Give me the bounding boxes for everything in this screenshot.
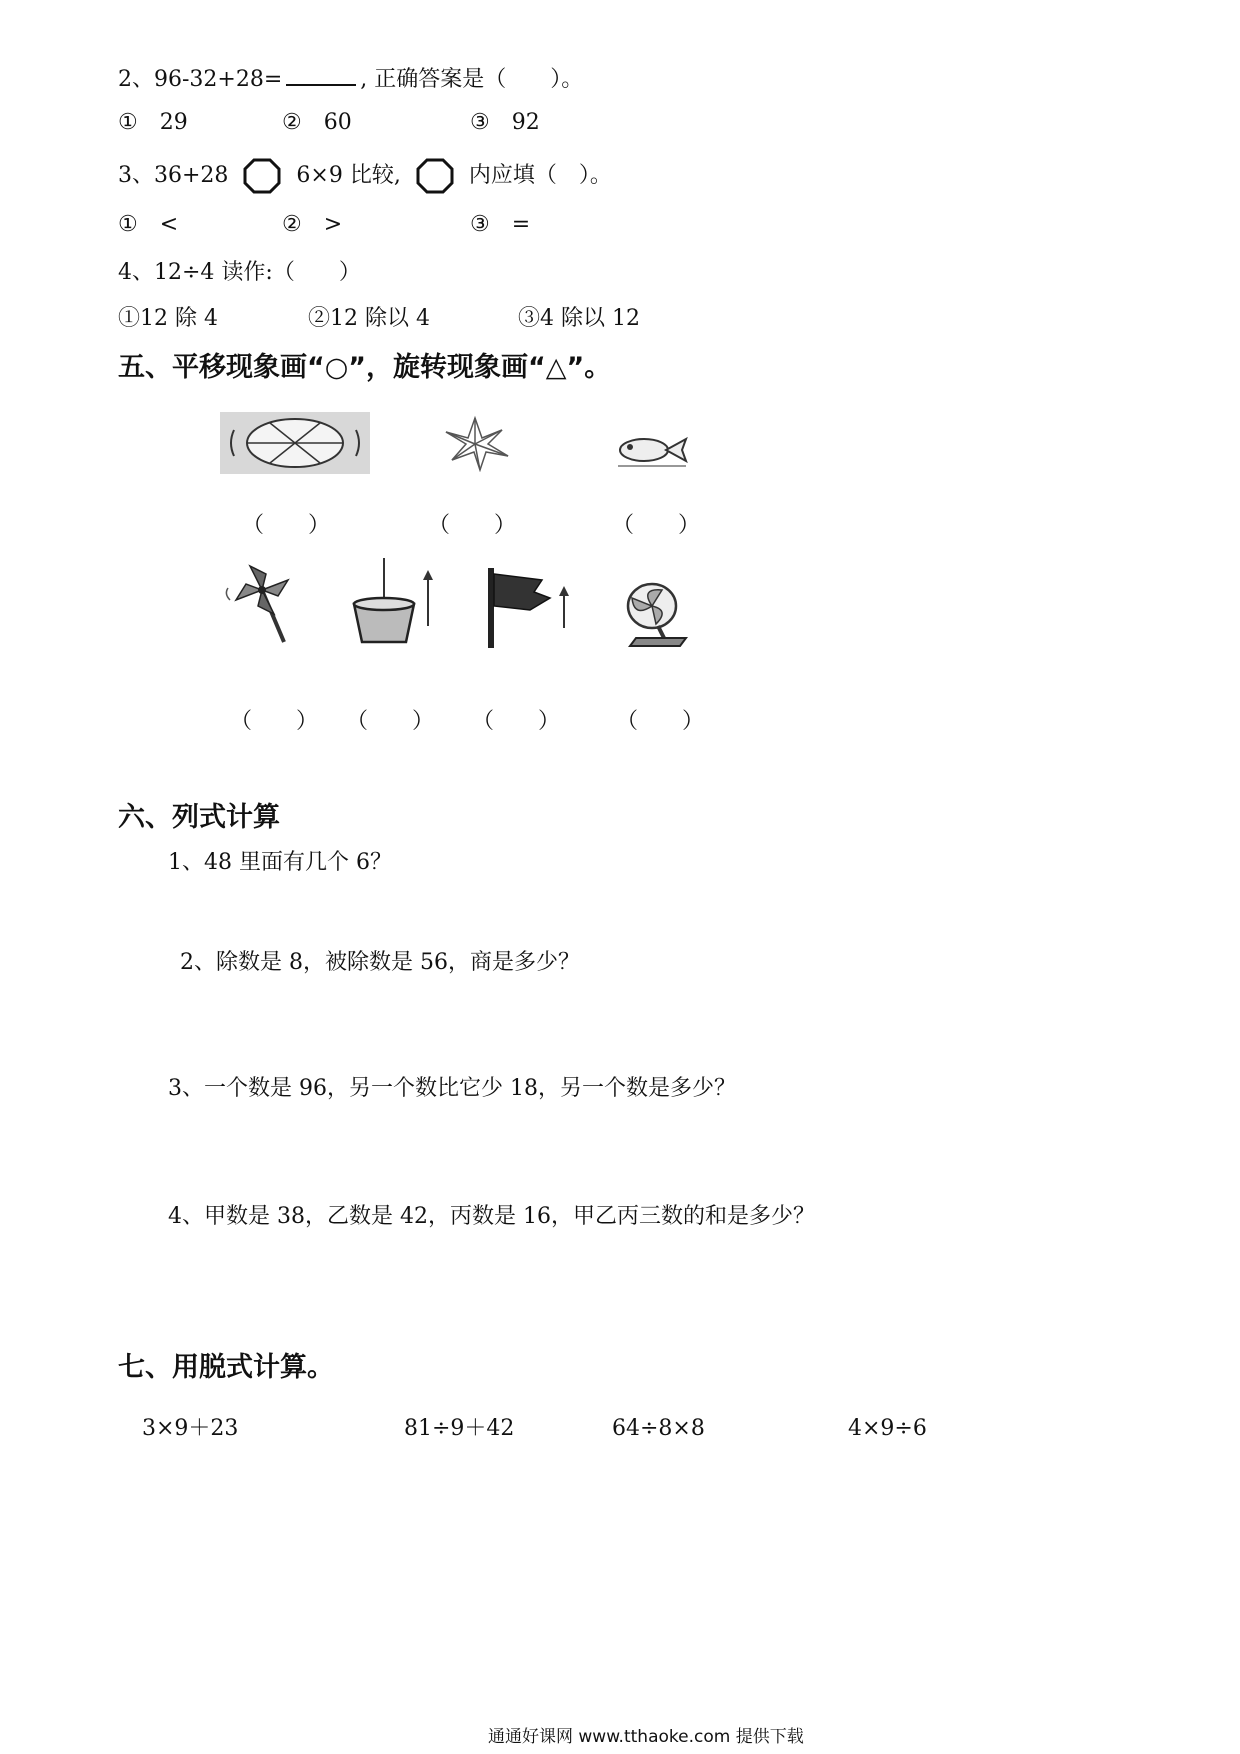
q4-option-2: ②12 除以 4 [308, 306, 430, 331]
answer-slot: （ ） [346, 709, 435, 734]
question-2 [118, 64, 583, 95]
answer-slot: （ ） [472, 709, 561, 734]
octagon-blank-icon [416, 158, 454, 194]
windmill-toy-icon [222, 560, 302, 646]
question-4: 4、12÷4 读作:（ ） [118, 260, 361, 285]
answer-slot: （ ） [242, 513, 331, 538]
q4-option-3: ③4 除以 12 [518, 306, 640, 331]
answer-slot: （ ） [616, 709, 705, 734]
fish-icon [612, 430, 692, 470]
q2-option-2: ② 60 [282, 110, 352, 135]
q3-option-3: ③ = [470, 212, 531, 237]
section-7-title: 七、用脱式计算。 [118, 1352, 334, 1383]
section-5-title: 五、平移现象画“○”，旋转现象画“△”。 [118, 352, 612, 383]
question-2-suffix: , 正确答案是（ ）。 [360, 67, 584, 92]
q3-option-1: ① < [118, 212, 179, 237]
q4-option-1: ①12 除 4 [118, 306, 218, 331]
answer-slot: （ ） [428, 513, 517, 538]
octagon-blank-icon [243, 158, 281, 194]
answer-blank [286, 64, 356, 86]
flag-raising-icon [484, 566, 574, 650]
rotating-wheel-icon [220, 412, 370, 474]
section-6-title: 六、列式计算 [118, 802, 280, 833]
expression-4: 4×9÷6 [848, 1416, 927, 1441]
lifting-bucket-icon [352, 556, 436, 650]
electric-fan-icon [612, 580, 696, 648]
footer-credit: 通通好课网 www.tthaoke.com 提供下载 [488, 1727, 804, 1747]
question-3 [118, 158, 612, 194]
expression-1: 3×9＋23 [142, 1416, 239, 1441]
answer-slot: （ ） [230, 709, 319, 734]
pinwheel-star-icon [430, 412, 520, 472]
section-6-item-3: 3、一个数是 96，另一个数比它少 18，另一个数是多少？ [168, 1076, 736, 1101]
section-6-item-4: 4、甲数是 38，乙数是 42，丙数是 16，甲乙丙三数的和是多少？ [168, 1204, 815, 1229]
answer-slot: （ ） [612, 513, 701, 538]
section-6-item-2: 2、除数是 8，被除数是 56，商是多少？ [180, 950, 580, 975]
q2-option-3: ③ 92 [470, 110, 540, 135]
question-3-part2: 6×9 比较, [296, 163, 401, 188]
question-2-prefix: 2、96-32+28= [118, 67, 283, 92]
expression-3: 64÷8×8 [612, 1416, 705, 1441]
q3-option-2: ② > [282, 212, 343, 237]
expression-2: 81÷9＋42 [404, 1416, 515, 1441]
section-6-item-1: 1、48 里面有几个 6？ [168, 850, 392, 875]
question-3-part3: 内应填（ ）。 [468, 163, 612, 188]
q2-option-1: ① 29 [118, 110, 188, 135]
question-3-part1: 3、36+28 [118, 163, 229, 188]
